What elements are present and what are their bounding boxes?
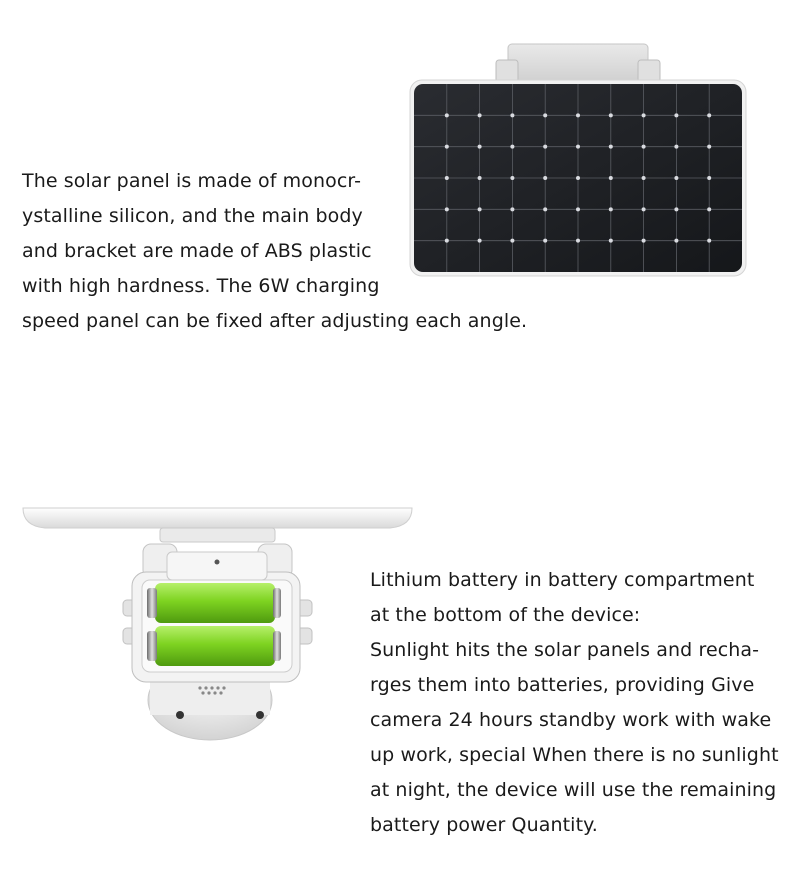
text-line: speed panel can be fixed after adjusting each angle. — [22, 310, 528, 332]
text-line: camera 24 hours standby work with wake — [370, 709, 772, 731]
text-line: Sunlight hits the solar panels and recha- — [370, 639, 760, 661]
text-line: battery power Quantity. — [370, 814, 598, 836]
solar-panel-description — [22, 164, 527, 339]
text-line: The solar panel is made of monocr- — [22, 170, 362, 192]
text-line: up work, special When there is no sunlight — [370, 744, 779, 766]
text-line: at the bottom of the device: — [370, 604, 641, 626]
text-line: and bracket are made of ABS plastic — [22, 240, 372, 262]
text-line: ystalline silicon, and the main body — [22, 205, 363, 227]
battery-compartment-image — [20, 500, 415, 745]
text-line: rges them into batteries, providing Give — [370, 674, 755, 696]
text-line: at night, the device will use the remaining — [370, 779, 777, 801]
text-line: Lithium battery in battery compartment — [370, 569, 755, 591]
battery-description — [370, 563, 779, 843]
text-line: with high hardness. The 6W charging — [22, 275, 380, 297]
